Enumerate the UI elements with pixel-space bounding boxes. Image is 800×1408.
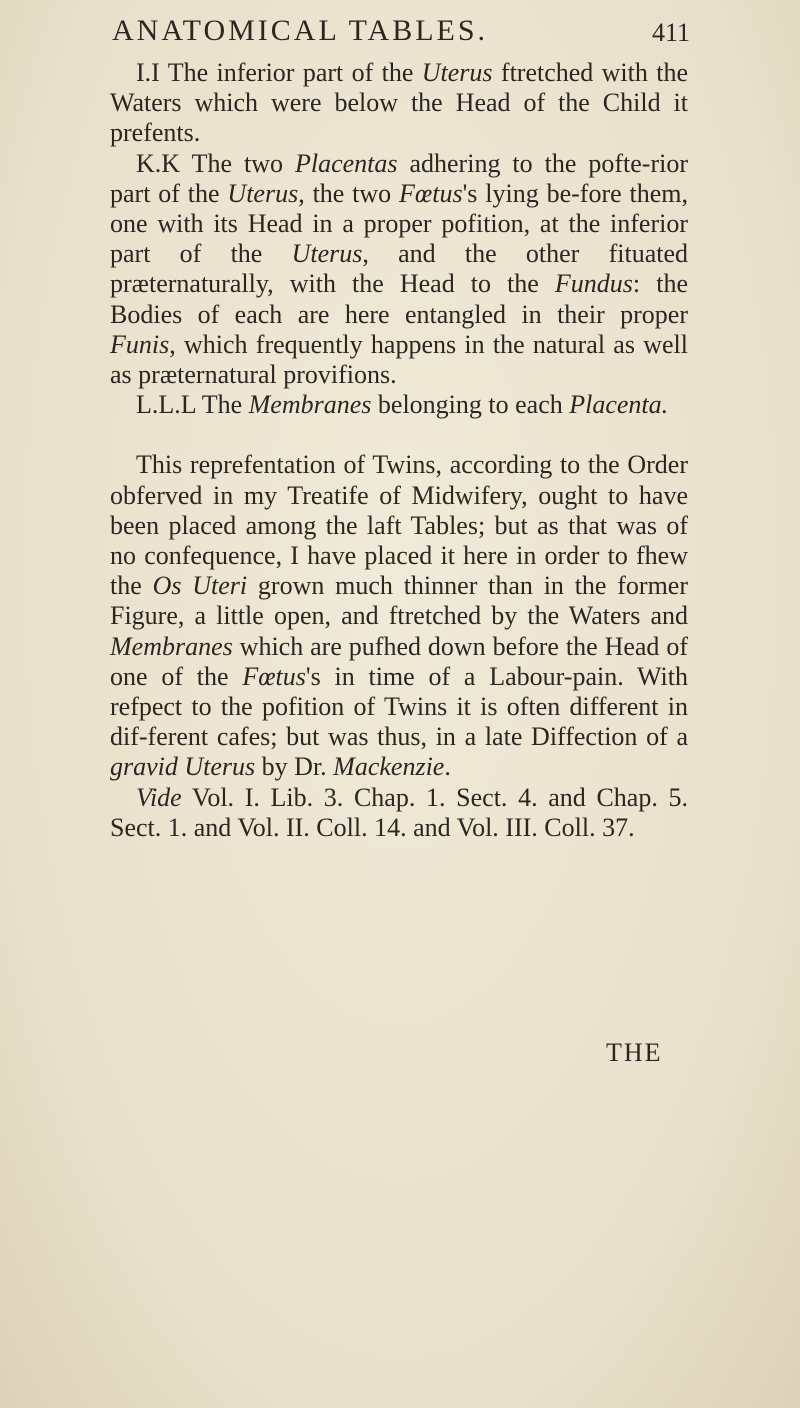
page-number: 411: [651, 18, 690, 47]
italic-term: Membranes: [110, 631, 233, 661]
legend-key: L.L.L: [136, 390, 196, 420]
text-run: adhering to the pofte-rior part of the: [110, 148, 688, 208]
text-run: , the two: [298, 178, 400, 208]
text-run: The two: [180, 148, 295, 178]
cross-reference: [110, 783, 688, 843]
text-run: 's in time of a Labour-pain. With refpect to the pofition of Twins it is often different in dif-ferent cafes; but was thus, in a late Diffection of a: [110, 661, 688, 752]
text-run: grown much thinner than in the former Figure, a little open, and ftretched by the Waters and: [110, 571, 689, 631]
text-run: Vol. I. Lib. 3. Chap. 1. Sect. 4. and Chap. 5. Sect. 1. and Vol. II. Coll. 14. and Vol. III. Coll. 37.: [110, 782, 688, 842]
italic-term: Placentas: [294, 148, 398, 178]
legend-entry-k: [110, 149, 688, 391]
italic-term: Uterus: [291, 239, 363, 269]
commentary-paragraph: [110, 450, 688, 782]
italic-term: gravid Uterus: [110, 752, 256, 782]
text-run: belonging to each: [371, 390, 570, 420]
text-run: 's lying be-fore them, one with its Head in a proper pofition, at the inferior part of the: [110, 178, 688, 269]
legend-entry-l: [110, 390, 688, 420]
legend-key: I.I: [136, 58, 160, 87]
italic-term: Uterus: [421, 58, 493, 87]
text-run: , and the other fituated præternaturally, with the Head to the: [110, 239, 689, 299]
text-run: which are pufhed down before the Head of one of the: [110, 631, 688, 691]
text-run: .: [444, 752, 451, 782]
text-run: : the Bodies of each are here entangled in their proper: [110, 269, 688, 329]
italic-term: Fœtus: [399, 178, 463, 208]
italic-term: Fundus: [554, 269, 633, 299]
text-run: , which frequently happens in the natural as well as præternatural provifions.: [110, 329, 688, 390]
italic-term: Funis: [110, 329, 170, 359]
italic-term: Vide: [136, 782, 182, 812]
running-title: ANATOMICAL TABLES.: [112, 14, 489, 47]
italic-term: Fœtus: [242, 661, 306, 691]
body-text: [110, 58, 688, 843]
text-run: The: [195, 390, 249, 420]
italic-term: Mackenzie: [333, 752, 445, 782]
text-run: ftretched with the Waters which were below the Head of the Child it prefents.: [110, 58, 689, 148]
text-run: The inferior part of the: [159, 58, 422, 87]
italic-term: Uterus: [227, 178, 299, 208]
text-run: This reprefentation of Twins, according to the Order obferved in my Treatife of Midwifery, ought to have been placed among the laft Tables; but as that was of no confequence, I have placed it here in order to fhew the: [110, 450, 688, 601]
italic-term: Os Uteri: [152, 571, 248, 601]
italic-term: Membranes: [248, 390, 372, 420]
catchword: THE: [606, 1038, 663, 1067]
legend-key: K.K: [136, 148, 181, 178]
italic-term: Placenta.: [569, 390, 669, 420]
text-run: by Dr.: [255, 752, 334, 782]
legend-entry-i: [110, 58, 688, 149]
running-header: [112, 14, 690, 54]
